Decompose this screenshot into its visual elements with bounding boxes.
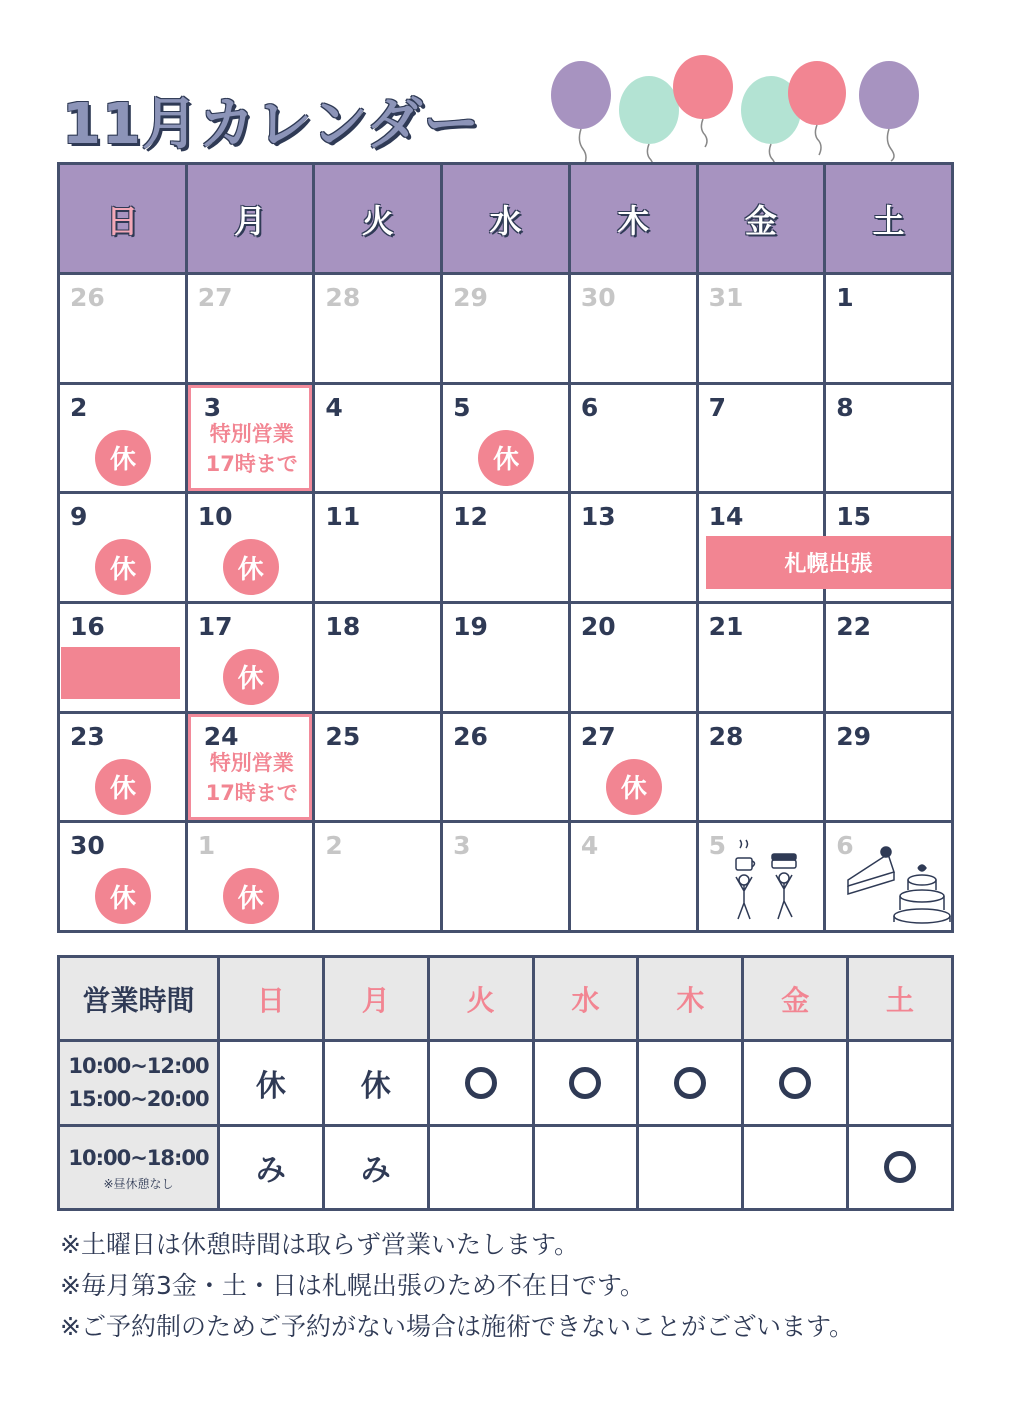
calendar-day-cell — [188, 494, 313, 601]
day-number: 8 — [836, 392, 854, 422]
day-number: 26 — [70, 283, 105, 312]
page-title: 11月カレンダー — [62, 92, 481, 157]
closed-badge: 休 — [223, 868, 279, 924]
day-number: 20 — [580, 611, 616, 641]
day-number: 6 — [836, 831, 854, 861]
closed-badge: 休 — [95, 759, 151, 815]
calendar-day-cell — [443, 385, 568, 492]
calendar-day-cell — [188, 604, 313, 711]
day-number: 21 — [708, 611, 744, 641]
hours-cell: み — [220, 1127, 322, 1209]
day-number: 19 — [453, 611, 488, 641]
day-number: 28 — [325, 283, 361, 312]
calendar-day-cell — [826, 385, 951, 492]
day-number: 10 — [197, 502, 233, 532]
weekday-header: 火 — [315, 165, 440, 272]
day-number: 4 — [325, 392, 343, 422]
calendar-day-cell — [60, 823, 185, 930]
balloon-icon — [859, 61, 919, 161]
open-circle-icon — [884, 1151, 916, 1183]
calendar-day-cell — [826, 604, 951, 711]
note-line: ※土曜日は休憩時間は取らず営業いたします。 — [60, 1230, 579, 1259]
calendar-day-cell — [315, 823, 440, 930]
closed-badge: 休 — [95, 868, 151, 924]
weekday-header: 日 — [60, 165, 185, 272]
day-number: 3 — [453, 831, 471, 861]
calendar-day-cell — [699, 275, 824, 382]
day-number: 13 — [580, 502, 616, 532]
time-range: 10:00~12:00 — [68, 1053, 209, 1078]
day-number: 5 — [708, 831, 726, 861]
weekday-header: 金 — [699, 165, 824, 272]
hours-day-mon: 月 — [325, 958, 427, 1039]
hours-cell: 休 — [220, 1042, 322, 1124]
calendar-day-cell — [315, 604, 440, 711]
closed-badge: 休 — [95, 539, 151, 595]
hours-cell — [639, 1042, 741, 1124]
day-number: 15 — [836, 502, 872, 532]
calendar-day-cell — [571, 385, 696, 492]
open-circle-icon — [674, 1067, 706, 1099]
day-number: 26 — [453, 721, 488, 751]
calendar-day-cell — [443, 275, 568, 382]
calendar-day-cell — [315, 494, 440, 601]
calendar-day-cell — [699, 604, 824, 711]
time-range: 15:00~20:00 — [68, 1086, 209, 1111]
day-number: 31 — [708, 283, 744, 312]
balloon-icon — [673, 55, 733, 147]
day-number: 27 — [580, 721, 616, 751]
day-number: 27 — [197, 283, 233, 312]
day-number: 25 — [325, 721, 361, 751]
hours-cell — [535, 1127, 637, 1209]
cakes-icon — [842, 840, 952, 930]
hours-day-tue: 火 — [430, 958, 532, 1039]
note-line: ※毎月第3金・土・日は札幌出張のため不在日です。 — [60, 1271, 645, 1300]
balloons-decoration — [545, 55, 935, 175]
open-circle-icon — [779, 1067, 811, 1099]
calendar-day-cell — [443, 823, 568, 930]
hours-day-fri: 金 — [744, 958, 846, 1039]
hours-day-sat: 土 — [849, 958, 951, 1039]
sapporo-trip-banner-continued — [61, 647, 180, 699]
day-number: 23 — [70, 721, 105, 751]
hours-day-thu: 木 — [639, 958, 741, 1039]
calendar-day-cell — [571, 714, 696, 821]
weekday-header: 木 — [571, 165, 696, 272]
hours-cell: 休 — [325, 1042, 427, 1124]
day-number: 6 — [580, 392, 599, 422]
day-number: 4 — [580, 831, 599, 861]
waiters-carrying-cake-icon — [728, 836, 808, 926]
hours-cell — [849, 1127, 951, 1209]
open-circle-icon — [465, 1067, 497, 1099]
sapporo-trip-banner: 札幌出張 — [706, 536, 951, 589]
weekday-header: 月 — [188, 165, 313, 272]
day-number: 30 — [580, 283, 616, 312]
note-line: ※ご予約制のためご予約がない場合は施術できないことがございます。 — [60, 1312, 854, 1341]
weekday-header: 水 — [443, 165, 568, 272]
day-number: 2 — [325, 831, 343, 861]
closed-badge: 休 — [223, 539, 279, 595]
closed-badge: 休 — [95, 430, 151, 486]
calendar-day-cell — [188, 275, 313, 382]
day-number: 18 — [325, 611, 361, 641]
day-number: 1 — [197, 831, 216, 861]
calendar-day-cell — [315, 385, 440, 492]
day-number: 9 — [70, 502, 88, 532]
calendar-day-cell — [188, 714, 313, 821]
hours-time-slot-2 — [60, 1127, 217, 1209]
day-number: 29 — [453, 283, 488, 312]
business-hours-table — [57, 955, 954, 1211]
day-number: 7 — [708, 392, 726, 422]
calendar-day-cell — [315, 275, 440, 382]
hours-cell — [744, 1127, 846, 1209]
day-number: 29 — [836, 721, 872, 751]
calendar-day-cell — [60, 275, 185, 382]
calendar-day-cell — [571, 275, 696, 382]
calendar-day-cell — [826, 275, 951, 382]
calendar-day-cell — [699, 385, 824, 492]
balloon-icon — [551, 61, 611, 167]
closed-badge: 休 — [478, 430, 534, 486]
calendar-day-cell — [188, 385, 313, 492]
day-number: 1 — [836, 283, 854, 312]
day-number: 17 — [197, 611, 233, 641]
calendar-day-cell — [60, 385, 185, 492]
hours-header-label: 営業時間 — [60, 958, 217, 1039]
balloon-icon — [619, 76, 679, 175]
hours-cell — [535, 1042, 637, 1124]
calendar-day-cell — [315, 714, 440, 821]
special-hours-note: 特別営業 17時まで — [205, 421, 298, 476]
balloon-icon — [788, 61, 846, 155]
day-number: 22 — [836, 611, 872, 641]
day-number: 30 — [70, 831, 105, 861]
time-note: ※昼休憩なし — [103, 1177, 174, 1192]
day-number: 11 — [325, 502, 361, 532]
hours-cell — [744, 1042, 846, 1124]
hours-cell — [430, 1042, 532, 1124]
hours-cell — [849, 1042, 951, 1124]
day-number: 14 — [708, 502, 744, 532]
calendar-day-cell — [443, 494, 568, 601]
time-range: 10:00~18:00 — [68, 1146, 209, 1171]
calendar-day-cell — [571, 604, 696, 711]
hours-day-sun: 日 — [220, 958, 322, 1039]
calendar-day-cell — [571, 494, 696, 601]
calendar-day-cell — [443, 604, 568, 711]
calendar-day-cell — [60, 714, 185, 821]
day-number: 28 — [708, 721, 744, 751]
weekday-header: 土 — [826, 165, 951, 272]
calendar-day-cell — [188, 823, 313, 930]
calendar-day-cell — [571, 823, 696, 930]
open-circle-icon — [569, 1067, 601, 1099]
day-number: 24 — [203, 721, 239, 751]
hours-cell: み — [325, 1127, 427, 1209]
day-number: 12 — [453, 502, 488, 532]
hours-cell — [430, 1127, 532, 1209]
calendar-day-cell — [443, 714, 568, 821]
closed-badge: 休 — [223, 649, 279, 705]
hours-day-wed: 水 — [535, 958, 637, 1039]
hours-time-slot-1 — [60, 1042, 217, 1124]
special-hours-note: 特別営業 17時まで — [205, 750, 298, 805]
notes-section — [60, 1224, 854, 1347]
calendar-day-cell — [699, 714, 824, 821]
calendar-day-cell — [60, 494, 185, 601]
day-number: 2 — [70, 392, 88, 422]
day-number: 3 — [203, 392, 222, 422]
calendar-day-cell — [826, 714, 951, 821]
day-number: 5 — [453, 392, 471, 422]
closed-badge: 休 — [606, 759, 662, 815]
hours-cell — [639, 1127, 741, 1209]
day-number: 16 — [70, 611, 105, 641]
